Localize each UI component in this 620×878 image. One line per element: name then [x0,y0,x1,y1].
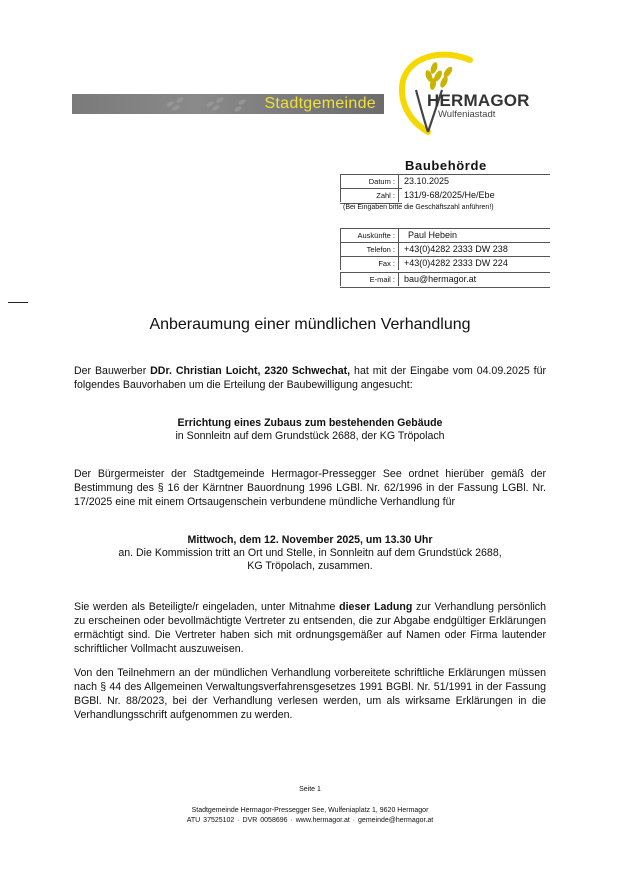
wheat-pattern-icon [150,92,260,116]
declarations-paragraph: Von den Teilnehmern an der mündlichen Verhandlung vorbereitete schriftliche Erklärungen müssen nach § 44 des Allgemeinen Verwaltungsverfahrensgesetzes 1991 BGBl. Nr. 51/1991 in der Fassung BGBl. Nr. 88/2023, bei der Verhandlung verlesen werden, um als wirksame Erklärungen in die Verhandlungsschrift aufgenommen zu werden. [74,667,546,721]
invitation-bold: dieser Ladung [339,601,413,613]
phone-label: Telefon : [340,243,399,256]
contact-name: Paul Hebein [408,230,458,240]
date-label: Datum : [340,175,399,188]
page-number: Seite 1 [299,786,321,793]
email-row [340,272,550,288]
fax-row [340,256,550,271]
contact-label: Auskünfte : [340,229,399,242]
authority-title: Baubehörde [405,158,487,173]
fax-value: +43(0)4282 2333 DW 224 [404,258,508,268]
intro-paragraph [74,364,546,392]
date-value: 23.10.2025 [404,176,450,186]
logo-subtitle: Wulfeniastadt [438,109,496,120]
invitation-text-a: Sie werden als Beteiligte/r eingeladen, unter Mitnahme [74,601,340,613]
fold-mark [8,302,28,303]
phone-row [340,242,550,257]
invitation-paragraph [74,600,546,656]
ref-note: (Bei Eingaben bitte die Geschäftszahl anführen!) [343,204,494,211]
document-title: Anberaumung einer mündlichen Verhandlung [149,316,471,333]
contact-row [340,228,550,243]
fax-label: Fax : [340,257,399,270]
hearing-line-2: an. Die Kommission tritt an Ort und Stelle, in Sonnleitn auf dem Grundstück 2688, [118,547,502,559]
ordinance-paragraph: Der Bürgermeister der Stadtgemeinde Hermagor-Pressegger See ordnet hierüber gemäß der Bestimmung des § 16 der Kärntner Bauordnung 1996 LGBl. Nr. 62/1996 in der Fassung LGBl. Nr. 17/2025 eine mit einem Ortsaugenschein verbundene mündliche Verhandlung für [74,468,546,508]
email-link[interactable]: bau@hermagor.at [404,274,477,284]
phone-value: +43(0)4282 2333 DW 238 [404,244,508,254]
intro-text-b: hat mit der Eingabe vom 04.09.2025 für folgendes Bauvorhaben um die Erteilung der Baubewilligung angesucht: [74,365,547,391]
ref-label: Zahl : [340,189,399,202]
footer-address: Stadtgemeinde Hermagor-Pressegger See, Wulfeniaplatz 1, 9620 Hermagor [191,807,429,814]
logo-name: HERMAGOR [427,91,530,110]
project-location: in Sonnleitn auf dem Grundstück 2688, der KG Tröpolach [175,430,445,442]
hearing-line-3: KG Tröpolach, zusammen. [247,560,373,572]
footer-contact: ATU 37525102 · DVR 0058696 · www.hermagor.at · gemeinde@hermagor.at [186,817,434,824]
project-title: Errichtung eines Zubaus zum bestehenden Gebäude [177,417,443,429]
email-label: E-mail : [340,273,399,286]
ref-value: 131/9-68/2025/He/Ebe [404,190,495,200]
intro-text-a: Der Bauwerber [74,365,151,377]
invitation-text-b: zur Verhandlung persönlich zu erscheinen oder bevollmächtigte Vertreter zu entsenden, die zur Abgabe endgültiger Erklärungen ermächtigt sind. Die Vertreter haben sich mit ordnungsgemäßer auf Namen oder Firma lautender schriftlicher Vollmacht auszuweisen. [74,601,546,655]
date-row [340,174,550,189]
ref-row [340,188,495,204]
applicant-name: DDr. Christian Loicht, 2320 Schwechat, [150,365,351,377]
hearing-date: Mittwoch, dem 12. November 2025, um 13.30 Uhr [187,534,433,546]
band-label: Stadtgemeinde [264,95,376,112]
